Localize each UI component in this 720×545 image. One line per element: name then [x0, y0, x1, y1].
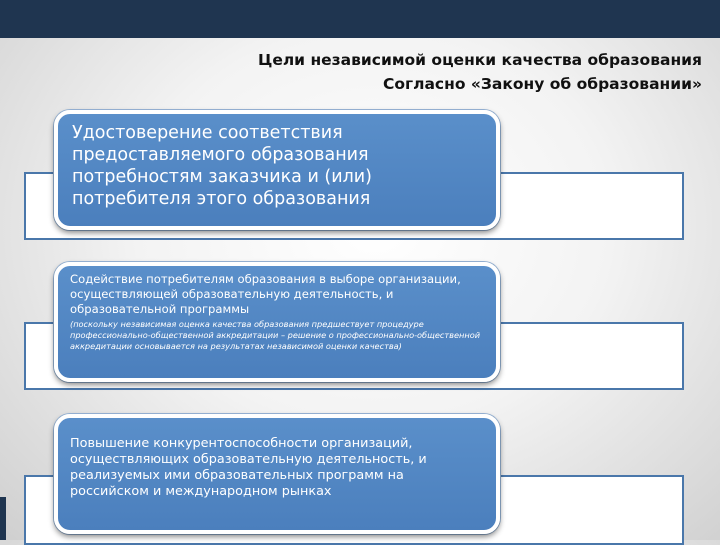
goal-card-2-text: Содействие потребителям образования в выборе организации, осуществляющей образовательную деятельность, и образовательной программы [70, 272, 461, 316]
top-bar [0, 0, 720, 38]
goal-card-1 [54, 110, 500, 230]
page-title [258, 48, 702, 96]
goal-card-2 [54, 262, 500, 382]
title-line-1: Цели независимой оценки качества образования [257, 51, 702, 69]
title-line-2: Согласно «Закону об образовании» [383, 75, 702, 93]
goal-card-3 [54, 414, 500, 534]
goal-card-3-text: Повышение конкурентоспособности организаций, осуществляющих образовательную деятельность, и реализуемых ими образовательных программ на российском и международном рынках [70, 436, 427, 499]
goal-card-1-text: Удостоверение соответствия предоставляемого образования потребностям заказчика и (или) потребителя этого образования [72, 123, 372, 209]
left-accent-stripe [0, 497, 6, 540]
goal-card-2-note: (поскольку независимая оценка качества образования предшествует процедуре профессионально-общественной аккредитации – решение о профессионально-общественной аккредитации основывается на результатах независимой оценки качества) [70, 319, 481, 351]
